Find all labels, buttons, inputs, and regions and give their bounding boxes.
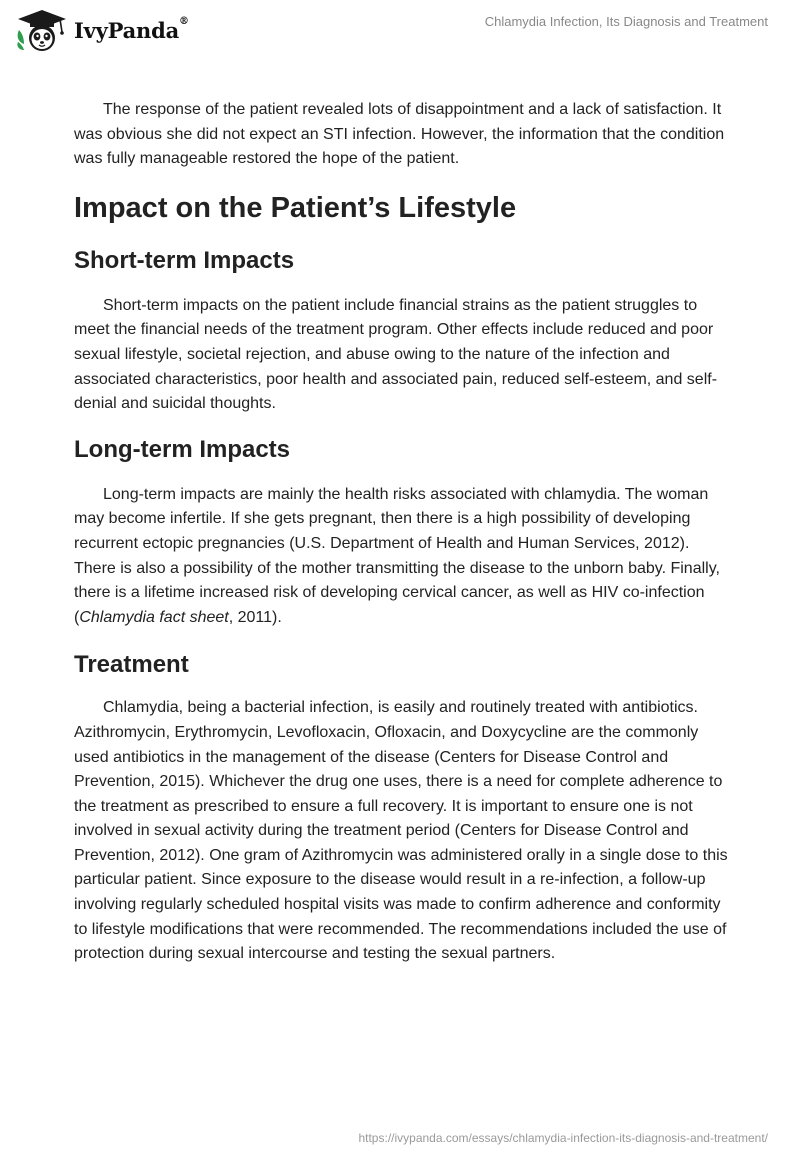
treatment-paragraph: Chlamydia, being a bacterial infection, is easily and routinely treated with antibiotics. Azithromycin, Erythromycin, Levofloxacin, Ofloxacin, and Doxycycline are the commonly used antibiotics in the management of the disease (Centers for Disease Control and Prevention, 2015). Whichever the drug one uses, there is a need for complete adherence to the treatment as prescribed to ensure a full recovery. It is important to ensure one is not involved in sexual activity during the treatment period (Centers for Disease Control and Prevention, 2012). One gram of Azithromycin was administered orally in a single dose to this particular patient. Since exposure to the disease would result in a re-infection, a follow-up involving regularly scheduled hospital visits was made to confirm adherence and conformity to lifestyle modifications that were recommended. The recommendations included the use of protection during sexual intercourse and testing the sexual partners. bbox=[74, 699, 728, 963]
logo-name: IvyPanda bbox=[74, 17, 180, 43]
long-term-citation: Chlamydia fact sheet bbox=[79, 608, 229, 626]
long-term-heading: Long-term Impacts bbox=[74, 435, 291, 463]
treatment-heading: Treatment bbox=[74, 651, 189, 679]
page-header bbox=[0, 0, 800, 60]
footer-url[interactable]: https://ivypanda.com/essays/chlamydia-infection-its-diagnosis-and-treatment/ bbox=[358, 1131, 768, 1145]
long-term-text-start: Long-term impacts are mainly the health risks associated with chlamydia. The woman may become infertile. If she gets pregnant, then there is a high possibility of developing recurrent ectopic pregnancies (U.S. Department of Health and Human Services, 2012). There is also a possibility of the mother transmitting the disease to the unborn baby. Finally, there is a lifetime increased risk of developing cervical cancer, as well as HIV co-infection ( bbox=[74, 485, 720, 626]
long-term-paragraph bbox=[74, 483, 734, 631]
registered-mark: ® bbox=[179, 15, 189, 27]
panda-graduate-icon bbox=[16, 8, 68, 52]
intro-paragraph: The response of the patient revealed lots of disappointment and a lack of satisfaction. It was obvious she did not expect an STI infection. However, the information that the condition was fully manageable restored the hope of the patient. bbox=[74, 101, 725, 168]
logo-wordmark bbox=[74, 15, 189, 43]
essay-content bbox=[74, 98, 734, 967]
ivypanda-logo[interactable] bbox=[16, 8, 189, 52]
long-term-text-end: , 2011). bbox=[228, 608, 282, 626]
short-term-heading: Short-term Impacts bbox=[74, 246, 295, 274]
document-title: Chlamydia Infection, Its Diagnosis and Treatment bbox=[484, 14, 768, 29]
section-heading: Impact on the Patient’s Lifestyle bbox=[74, 191, 517, 224]
short-term-paragraph: Short-term impacts on the patient include financial strains as the patient struggles to meet the financial needs of the treatment program. Other effects include reduced and poor sexual lifestyle, societal rejection, and abuse owing to the nature of the infection and associated characteristics, poor health and associated pain, reduced self-esteem, and self-denial and suicidal thoughts. bbox=[74, 296, 718, 413]
